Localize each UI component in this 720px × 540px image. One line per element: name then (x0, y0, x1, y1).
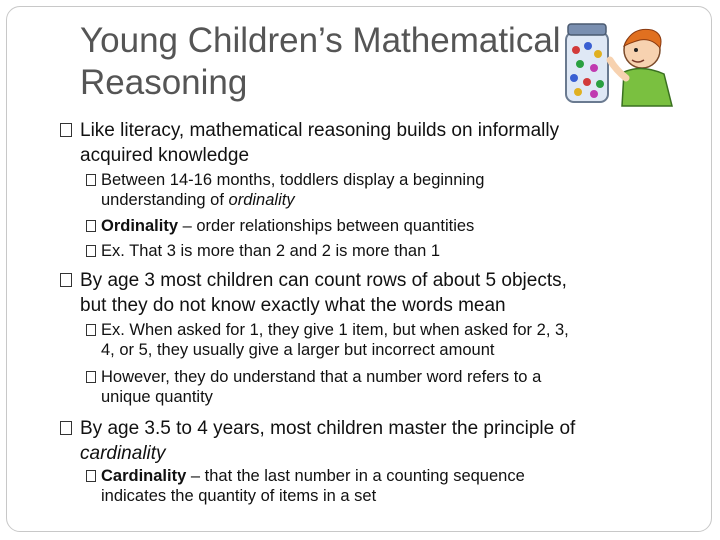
bullet-2-line-1: By age 3 most children can count rows of about 5 objects, (80, 270, 567, 291)
sub-text: Between 14-16 months, toddlers display a beginning (101, 171, 485, 189)
bullet-2 (80, 268, 700, 318)
sub-text: – that the last number in a counting sequence (186, 467, 525, 485)
sub-text: Ex. When asked for 1, they give 1 item, but when asked for 2, 3, (101, 321, 569, 339)
sub-text: Ex. That 3 is more than 2 and 2 is more than 1 (101, 242, 441, 260)
sub-text-cont: unique quantity (101, 388, 213, 406)
bullet-1-sub-2 (101, 216, 661, 236)
checkbox-bullet-icon (86, 220, 96, 232)
sub-text: – order relationships between quantities (178, 217, 475, 235)
checkbox-bullet-icon (86, 174, 96, 186)
checkbox-bullet-icon (60, 123, 72, 137)
slide-title (80, 20, 600, 104)
sub-text-cont: indicates the quantity of items in a set (101, 487, 377, 505)
bullet-2-sub-2 (101, 367, 661, 407)
italic-term: ordinality (228, 191, 295, 209)
sub-text: However, they do understand that a number word refers to a (101, 368, 542, 386)
bullet-2-line-2: but they do not know exactly what the words mean (80, 295, 506, 316)
checkbox-bullet-icon (86, 324, 96, 336)
bullet-2-sub-1 (101, 320, 661, 360)
bullet-3-line-1: By age 3.5 to 4 years, most children master the principle of (80, 418, 576, 439)
bullet-1-line-1: Like literacy, mathematical reasoning builds on informally (80, 120, 560, 141)
child-with-candy-jar-icon (540, 20, 690, 108)
bullet-3 (80, 416, 700, 466)
sub-text-cont: 4, or 5, they usually give a larger but incorrect amount (101, 341, 495, 359)
bullet-1-sub-1 (101, 170, 661, 210)
title-line-2: Reasoning (80, 63, 248, 102)
bullet-1-sub-3 (101, 241, 661, 261)
checkbox-bullet-icon (60, 421, 72, 435)
checkbox-bullet-icon (60, 273, 72, 287)
bullet-1 (80, 118, 700, 168)
checkbox-bullet-icon (86, 245, 96, 257)
checkbox-bullet-icon (86, 371, 96, 383)
bullet-1-line-2: acquired knowledge (80, 145, 250, 166)
bold-term: Cardinality (101, 467, 187, 485)
bold-term: Ordinality (101, 217, 179, 235)
bullet-3-sub-1 (101, 466, 661, 506)
italic-term: cardinality (80, 443, 166, 464)
checkbox-bullet-icon (86, 470, 96, 482)
title-line-1: Young Children’s Mathematical (80, 21, 561, 60)
sub-text-cont: understanding of (101, 191, 224, 209)
